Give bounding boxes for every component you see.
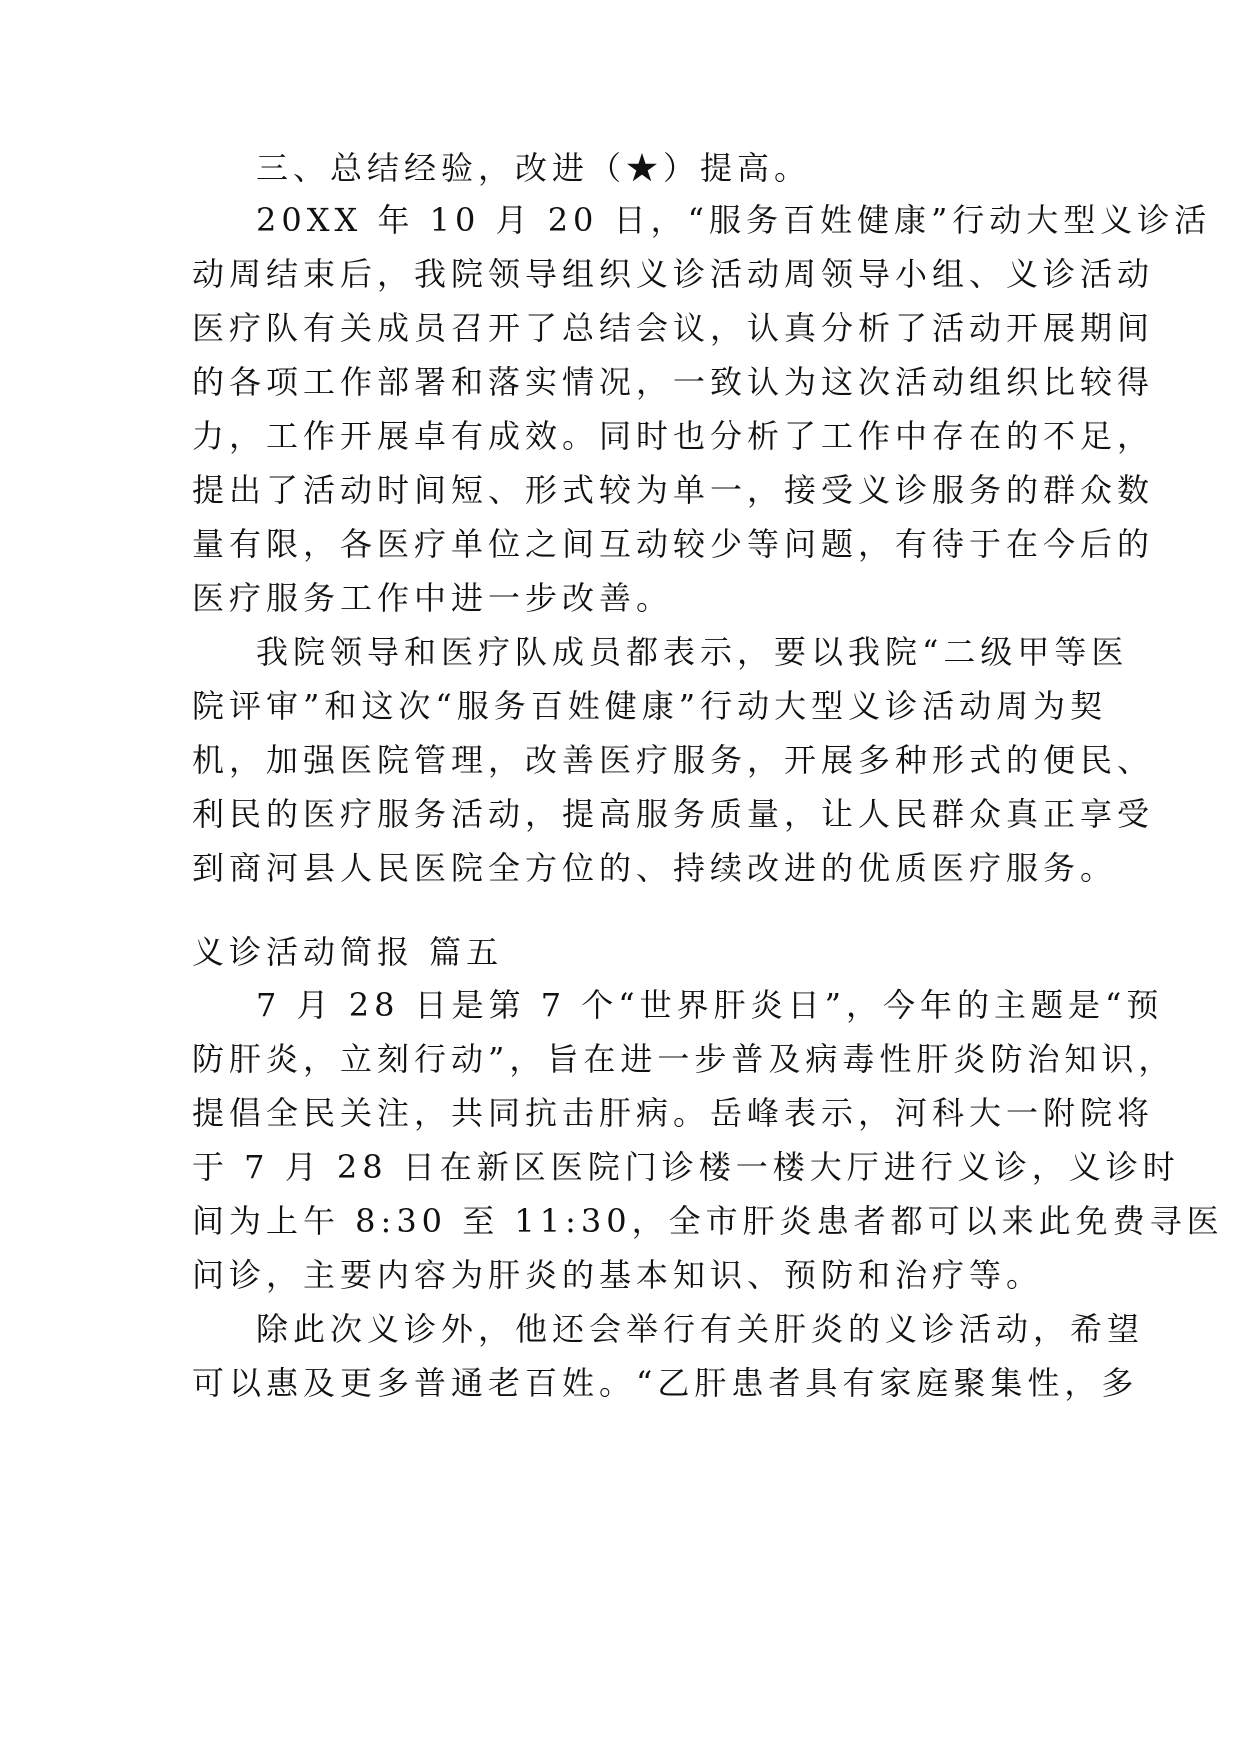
paragraph-line: 量有限，各医疗单位之间互动较少等问题，有待于在今后的 <box>192 525 1155 563</box>
paragraph-line: 院评审”和这次“服务百姓健康”行动大型义诊活动周为契 <box>192 687 1108 725</box>
paragraph-line: 医疗队有关成员召开了总结会议，认真分析了活动开展期间 <box>192 309 1155 347</box>
paragraph-line: 动周结束后，我院领导组织义诊活动周领导小组、义诊活动 <box>192 255 1155 293</box>
paragraph-line: 20XX 年 10 月 20 日，“服务百姓健康”行动大型义诊活 <box>256 201 1212 239</box>
paragraph-line: 除此次义诊外，他还会举行有关肝炎的义诊活动，希望 <box>256 1310 1145 1348</box>
paragraph-line: 间为上午 8:30 至 11:30，全市肝炎患者都可以来此免费寻医 <box>192 1202 1224 1240</box>
paragraph-line: 机，加强医院管理，改善医疗服务，开展多种形式的便民、 <box>192 741 1155 779</box>
paragraph-line: 可以惠及更多普通老百姓。“乙肝患者具有家庭聚集性，多 <box>192 1364 1139 1402</box>
paragraph-line: 提出了活动时间短、形式较为单一，接受义诊服务的群众数 <box>192 471 1155 509</box>
paragraph-line: 利民的医疗服务活动，提高服务质量，让人民群众真正享受 <box>192 795 1155 833</box>
paragraph-line: 防肝炎，立刻行动”，旨在进一步普及病毒性肝炎防治知识， <box>192 1040 1176 1078</box>
section-title: 义诊活动简报 篇五 <box>192 933 504 971</box>
paragraph-line: 提倡全民关注，共同抗击肝病。岳峰表示，河科大一附院将 <box>192 1094 1155 1132</box>
paragraph-line: 于 7 月 28 日在新区医院门诊楼一楼大厅进行义诊，义诊时 <box>192 1148 1180 1186</box>
paragraph-line: 我院领导和医疗队成员都表示，要以我院“二级甲等医 <box>256 633 1129 671</box>
paragraph-line: 问诊，主要内容为肝炎的基本知识、预防和治疗等。 <box>192 1256 1044 1294</box>
paragraph-line: 7 月 28 日是第 7 个“世界肝炎日”，今年的主题是“预 <box>256 986 1164 1024</box>
paragraph-line: 的各项工作部署和落实情况，一致认为这次活动组织比较得 <box>192 363 1155 401</box>
section-heading: 三、总结经验，改进（★）提高。 <box>256 149 812 187</box>
paragraph-line: 力，工作开展卓有成效。同时也分析了工作中存在的不足， <box>192 417 1155 455</box>
paragraph-line: 医疗服务工作中进一步改善。 <box>192 579 674 617</box>
paragraph-line: 到商河县人民医院全方位的、持续改进的优质医疗服务。 <box>192 849 1118 887</box>
